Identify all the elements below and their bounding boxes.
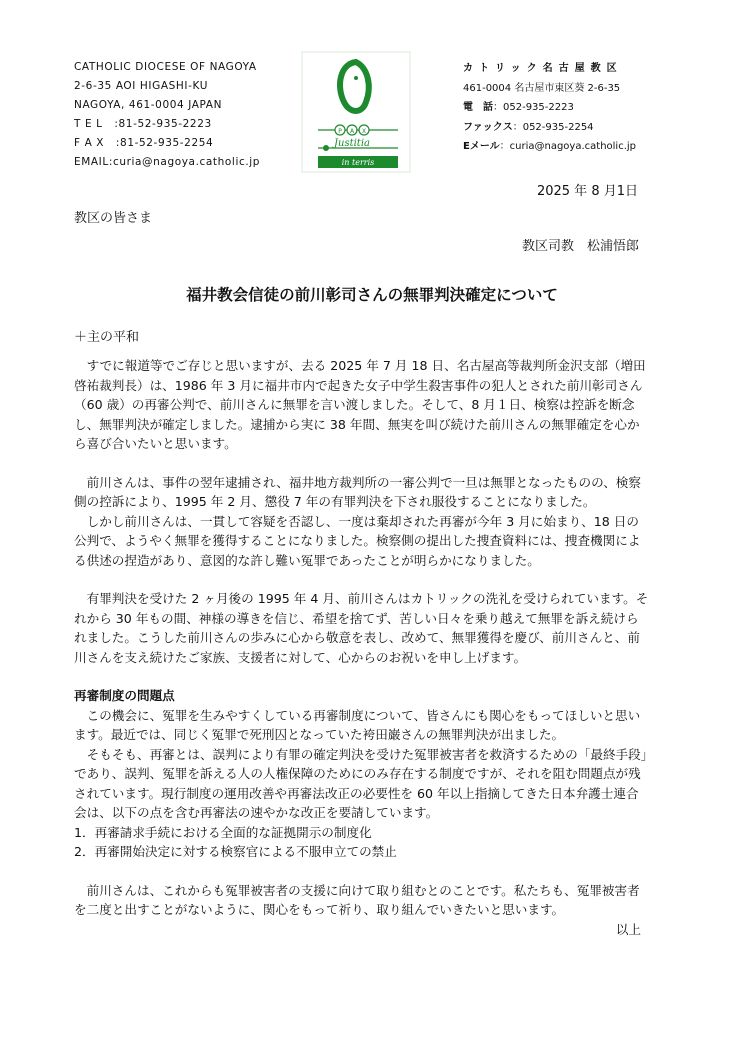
fax-jp [463,118,636,138]
list-item-2: 2．再審開始決定に対する検察官による不服申立ての禁止 [74,844,397,859]
tel-value-jp: ：052-935-2223 [493,102,574,113]
section-heading: 再審制度の問題点 [74,688,175,703]
logo-graphic [300,50,412,176]
paragraph-7: 前川さんは、これからも冤罪被害者の支援に向けて取り組むとのことです。私たちも、冤罪被害者を二度と出すことがないように、関心をもって祈り、取り組んでいきたいと思います。 [74,882,640,917]
tel-en: T E L :81-52-935-2223 [74,118,212,130]
email-jp [463,137,636,157]
tel-label-jp: 電 話 [463,102,493,113]
letterhead-japanese [463,59,636,157]
logo-in-terris: in terris [341,158,375,167]
svg-text:P: P [338,128,342,135]
addressee: 教区の皆さま [74,211,153,226]
diocese-logo [300,50,412,176]
paragraph-2: 前川さんは、事件の翌年逮捕され、福井地方裁判所の一審公判で一旦は無罪となったものの、検察側の控訴により、1995 年 2 月、懲役 7 年の有罪判決を下され服役することになりました。 [74,474,641,509]
letter-date: 2025 年 8 月1日 [536,184,638,199]
paragraph-4: 有罪判決を受けた 2 ヶ月後の 1995 年 4 月、前川さんはカトリックの洗礼を受けられています。それから 30 年もの間、神様の導きを信じ、希望を捨てず、苦しい日々を乗り越えて無罪を訴え続けられました。こうした前川さんの歩みに心から敬意を表し、改めて、無罪獲得を慶び、前川さんと、前川さんを支え続けたご家族、支援者に対して、心からのお祝いを申し上げます。 [74,591,649,665]
svg-text:A: A [349,128,355,135]
org-name-jp: カトリック名古屋教区 [463,63,623,74]
address-jp: 461-0004 名古屋市東区葵 2-6-35 [463,82,621,94]
paragraph-1: すでに報道等でご存じと思いますが、去る 2025 年 7 月 18 日、名古屋高等裁判所金沢支部（増田啓祐裁判長）は、1986 年 3 月に福井市内で起きた女子中学生殺害事件の犯人とされた前川彰司さん（60 歳）の再審公判で、前川さんに無罪を言い渡しました。そして、8 月１日、検察は控訴を断念し、無罪判決が確定しました。逮捕から実に 38 年間、無実を叫び続けた前川さんの無罪確定を心から喜び合いたいと思います。 [74,358,646,451]
logo-justitia: Justitia [334,138,370,149]
letter-title: 福井教会信徒の前川彰司さんの無罪判決確定について [186,286,558,304]
greeting: ＋主の平和 [74,330,140,345]
address-line-1: 2-6-35 AOI HIGASHI-KU [74,80,208,92]
email-value-jp: ：curia@nagoya.catholic.jp [499,141,637,152]
fax-value-jp: ：052-935-2254 [512,121,594,133]
address-line-2: NAGOYA, 461-0004 JAPAN [74,99,223,111]
fax-label-jp: ファックス [463,121,513,133]
tel-jp [463,98,636,118]
sender: 教区司教 松浦悟郎 [521,239,639,254]
fax-en: F A X :81-52-935-2254 [74,137,214,149]
letter-body [74,356,649,939]
paragraph-6: そもそも、再審とは、誤判により有罪の確定判決を受けた冤罪被害者を救済するための「最終手段」であり、誤判、冤罪を訴える人の人権保障のためにのみ存在する制度ですが、それを阻む問題点が残されています。現行制度の運用改善や再審法改正の必要性を 60 年以上指摘してきた日本弁護士連合会は、以下の点を含む再審法の速やかな改正を要請しています。 [74,746,648,820]
closing: 以上 [615,921,641,937]
org-name-en: CATHOLIC DIOCESE OF NAGOYA [74,61,257,73]
list-item-1: 1．再審請求手続における全面的な証拠開示の制度化 [74,824,372,840]
email-en: EMAIL:curia@nagoya.catholic.jp [74,156,261,168]
letterhead-english [74,58,260,172]
email-label-jp: Eメール [463,141,500,152]
paragraph-3: しかし前川さんは、一貫して容疑を否認し、一度は棄却された再審が今年 3 月に始まり、18 日の公判で、ようやく無罪を獲得することになりました。検察側の提出した捜査資料には、捜査機関による供述の捏造があり、意図的な許し難い冤罪であったことが明らかになりました。 [74,513,641,568]
paragraph-5: この機会に、冤罪を生みやすくしている再審制度について、皆さんにも関心をもってほしいと思います。最近では、同じく冤罪で死刑囚となっていた袴田巌さんの無罪判決が出ました。 [74,707,641,742]
svg-text:X: X [361,128,367,135]
